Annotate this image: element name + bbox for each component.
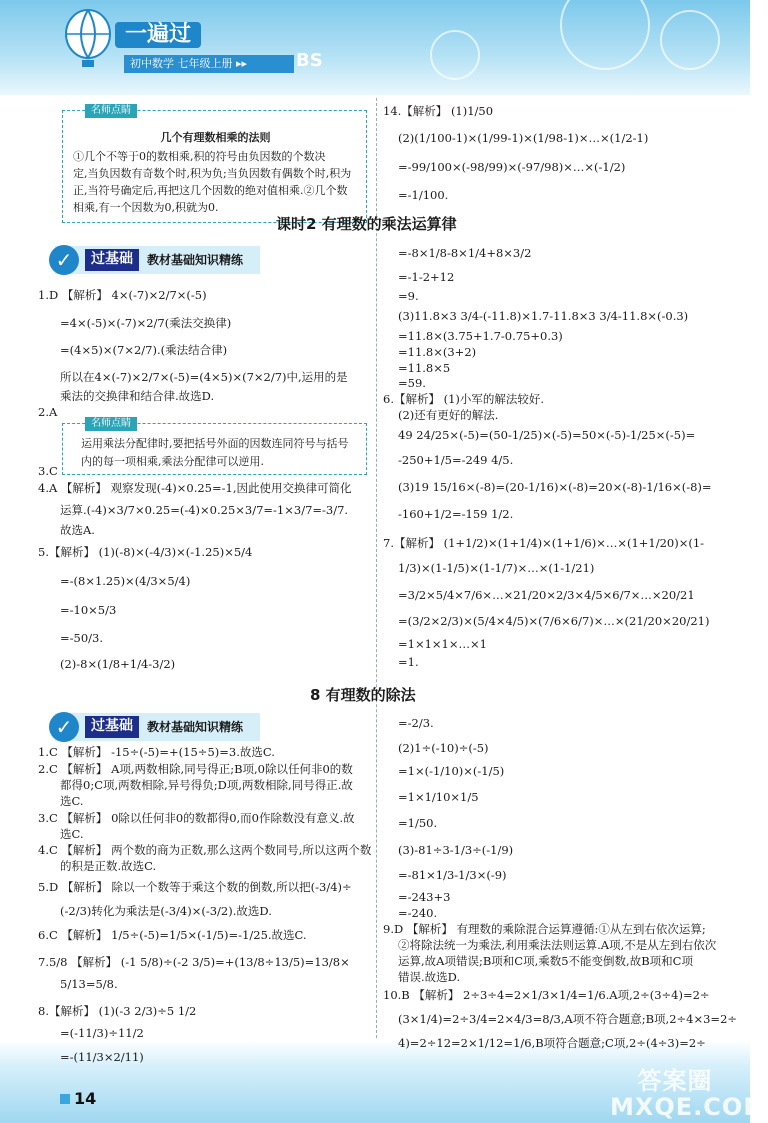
answer-line: 9.D 【解析】 有理数的乘除混合运算遵循:①从左到右依次运算; <box>383 922 706 936</box>
banner-subtitle: 教材基础知识精练 <box>147 252 244 267</box>
answer-line: 故选A. <box>60 523 95 537</box>
answer-line: 49 24/25×(-5)=(50-1/25)×(-5)=50×(-5)-1/25×(-5)= <box>398 428 696 442</box>
answer-line: =-1-2+12 <box>398 270 455 284</box>
answer-line: =(-11/3)÷11/2 <box>60 1026 144 1040</box>
answer-line: =3/2×5/4×7/6×…×21/20×2/3×4/5×6/7×…×20/21 <box>398 588 695 602</box>
answer-line: =(3/2×2/3)×(5/4×4/5)×(7/6×6/7)×…×(21/20×20/21) <box>398 614 710 628</box>
answer-line: 错误.故选D. <box>398 970 461 984</box>
answer-line: (3)11.8×3 3/4-(-11.8)×1.7-11.8×3 3/4-11.8×(-0.3) <box>398 309 689 323</box>
teacher-tip-box-distributive <box>62 418 367 475</box>
answer-line: =1. <box>398 655 419 669</box>
answer-line: 1.D 【解析】 4×(-7)×2/7×(-5) <box>38 288 207 302</box>
answer-line: -250+1/5=-249 4/5. <box>398 453 514 467</box>
brand-title: 一遍过 <box>115 22 201 48</box>
answer-line: =-99/100×(-98/99)×(-97/98)×…×(-1/2) <box>398 160 626 174</box>
answer-line: -160+1/2=-159 1/2. <box>398 507 514 521</box>
answer-line: =-10×5/3 <box>60 603 117 617</box>
answer-line: =-(11/3×2/11) <box>60 1050 144 1064</box>
answer-line: =1×(-1/10)×(-1/5) <box>398 764 505 778</box>
answer-line: =11.8×(3.75+1.7-0.75+0.3) <box>398 329 563 343</box>
answer-line: 运算.(-4)×3/7×0.25=(-4)×0.25×3/7=-1×3/7=-3/7. <box>60 503 349 517</box>
tip-line: ①几个不等于0的数相乘,积的符号由负因数的个数决 <box>73 150 326 164</box>
answer-line: =-(8×1.25)×(4/3×5/4) <box>60 574 191 588</box>
answer-line: 1/3)×(1-1/5)×(1-1/7)×…×(1-1/21) <box>398 561 595 575</box>
answer-line: =1×1×1×…×1 <box>398 637 487 651</box>
answer-line: =-50/3. <box>60 631 104 645</box>
section-title-multiplication-laws: 课时2 有理数的乘法运算律 <box>276 215 457 233</box>
tip-line: 运用乘法分配律时,要把括号外面的因数连同符号与括号 <box>81 437 349 450</box>
decor-circle <box>560 0 650 70</box>
decor-circle <box>660 10 720 70</box>
answer-line: =-2/3. <box>398 716 434 730</box>
answer-line: 所以在4×(-7)×2/7×(-5)=(4×5)×(7×2/7)中,运用的是 <box>60 370 348 384</box>
answer-line: =4×(-5)×(-7)×2/7(乘法交换律) <box>60 316 232 330</box>
tip-line: 正,当符号确定后,再把这几个因数的绝对值相乘.②几个数 <box>73 184 348 198</box>
answer-line: (3×1/4)=2÷3/4=2×4/3=8/3,A项不符合题意;B项,2÷4×3=2÷ <box>398 1012 738 1026</box>
answer-line: =11.8×5 <box>398 361 451 375</box>
page-header <box>0 0 750 95</box>
banner-label: 过基础 <box>85 716 139 738</box>
answer-line: =1×1/10×1/5 <box>398 790 479 804</box>
answer-line: 都得0;C项,两数相除,异号得负;D项,两数相除,同号得正.故 <box>60 778 353 792</box>
book-subtitle: 初中数学 七年级上册 ▸▸ <box>124 55 294 73</box>
banner-subtitle: 教材基础知识精练 <box>147 719 244 734</box>
answer-line: 2.A <box>38 405 58 419</box>
balloon-logo-icon <box>60 8 116 70</box>
answer-line: 8.【解析】 (1)(-3 2/3)÷5 1/2 <box>38 1004 197 1018</box>
answer-line: 2.C 【解析】 A项,两数相除,同号得正;B项,0除以任何非0的数 <box>38 762 353 776</box>
column-divider <box>376 98 377 1038</box>
teacher-tip-box <box>62 105 367 223</box>
answer-line: 5/13=5/8. <box>60 977 118 991</box>
answer-line: 选C. <box>60 827 84 841</box>
basics-banner <box>55 713 260 741</box>
answer-line: (2)-8×(1/8+1/4-3/2) <box>60 657 176 671</box>
tip-line: 内的每一项相乘,乘法分配律可以逆用. <box>81 454 264 468</box>
answer-line: 4.C 【解析】 两个数的商为正数,那么这两个数同号,所以这两个数 <box>38 843 372 857</box>
answer-line: =-1/100. <box>398 188 449 202</box>
answer-line: (2)还有更好的解法. <box>398 408 499 422</box>
check-icon: ✓ <box>49 245 79 275</box>
answer-line: 4)=2÷12=2×1/12=1/6,B项符合题意;C项,2÷(4÷3)=2÷ <box>398 1036 706 1050</box>
edition-mark: BS <box>296 50 323 71</box>
banner-label: 过基础 <box>85 249 139 271</box>
answer-line: (2)(1/100-1)×(1/99-1)×(1/98-1)×…×(1/2-1) <box>398 131 649 145</box>
answer-line: =-81×1/3-1/3×(-9) <box>398 868 507 882</box>
page-number <box>60 1089 96 1109</box>
tip-line: 定,当负因数有奇数个时,积为负;当负因数有偶数个时,积为 <box>73 167 352 181</box>
answer-line: 7.5/8 【解析】 (-1 5/8)÷(-2 3/5)=+(13/8÷13/5)=13/8× <box>38 955 350 969</box>
check-icon: ✓ <box>49 712 79 742</box>
answer-line: (3)-81÷3-1/3÷(-1/9) <box>398 843 514 857</box>
answer-line: 的积是正数.故选C. <box>60 859 157 873</box>
answer-line: =9. <box>398 289 419 303</box>
answer-line: 10.B 【解析】 2÷3÷4=2×1/3×1/4=1/6.A项,2÷(3÷4)=2÷ <box>383 988 710 1002</box>
answer-line: 6.【解析】 (1)小军的解法较好. <box>383 392 545 406</box>
answer-line: =59. <box>398 376 426 390</box>
decor-circle <box>430 30 480 80</box>
answer-line: =-8×1/8-8×1/4+8×3/2 <box>398 246 532 260</box>
tip-title: 几个有理数相乘的法则 <box>160 131 271 144</box>
tip-line: 相乘,有一个因数为0,积就为0. <box>73 201 219 215</box>
answer-line: 4.A 【解析】 观察发现(-4)×0.25=-1,因此使用交换律可简化 <box>38 481 352 495</box>
answer-line: 1.C 【解析】 -15÷(-5)=+(15÷5)=3.故选C. <box>38 745 275 759</box>
answer-line: 6.C 【解析】 1/5÷(-5)=1/5×(-1/5)=-1/25.故选C. <box>38 928 307 942</box>
answer-line: =11.8×(3+2) <box>398 345 477 359</box>
answer-line: 5.D 【解析】 除以一个数等于乘这个数的倒数,所以把(-3/4)÷ <box>38 880 352 894</box>
answer-line: (3)19 15/16×(-8)=(20-1/16)×(-8)=20×(-8)-1/16×(-8)= <box>398 480 712 494</box>
answer-line: 5.【解析】 (1)(-8)×(-4/3)×(-1.25)×5/4 <box>38 545 253 559</box>
answer-line: 乘法的交换律和结合律.故选D. <box>60 389 215 403</box>
watermark: 答案圈 MXQE.COM <box>610 1067 768 1121</box>
page-number-text: 14 <box>74 1089 97 1108</box>
answer-line: =-243+3 <box>398 890 451 904</box>
answer-line: =1/50. <box>398 816 438 830</box>
tip-tag: 名师点睛 <box>85 417 137 431</box>
answer-line: 7.【解析】 (1+1/2)×(1+1/4)×(1+1/6)×…×(1+1/20)×(1- <box>383 536 705 550</box>
tip-tag: 名师点睛 <box>85 104 137 118</box>
section-title-division: 8 有理数的除法 <box>310 686 416 704</box>
basics-banner <box>55 246 260 274</box>
answer-line: 14.【解析】 (1)1/50 <box>383 104 494 118</box>
answer-line: 运算,故A项错误;B项和C项,乘数5不能变倒数,故B项和C项 <box>398 954 693 968</box>
answer-line: =(4×5)×(7×2/7).(乘法结合律) <box>60 343 228 357</box>
answer-line: 3.C <box>38 464 58 478</box>
answer-line: 选C. <box>60 794 84 808</box>
answer-line: (2)1÷(-10)÷(-5) <box>398 741 489 755</box>
answer-line: =-240. <box>398 906 438 920</box>
page-marker-icon <box>60 1094 70 1104</box>
answer-line: ②将除法统一为乘法,利用乘法法则运算.A项,不是从左到右依次 <box>398 938 717 952</box>
answer-line: 3.C 【解析】 0除以任何非0的数都得0,而0作除数没有意义.故 <box>38 811 355 825</box>
answer-line: (-2/3)转化为乘法是(-3/4)×(-3/2).故选D. <box>60 904 272 918</box>
